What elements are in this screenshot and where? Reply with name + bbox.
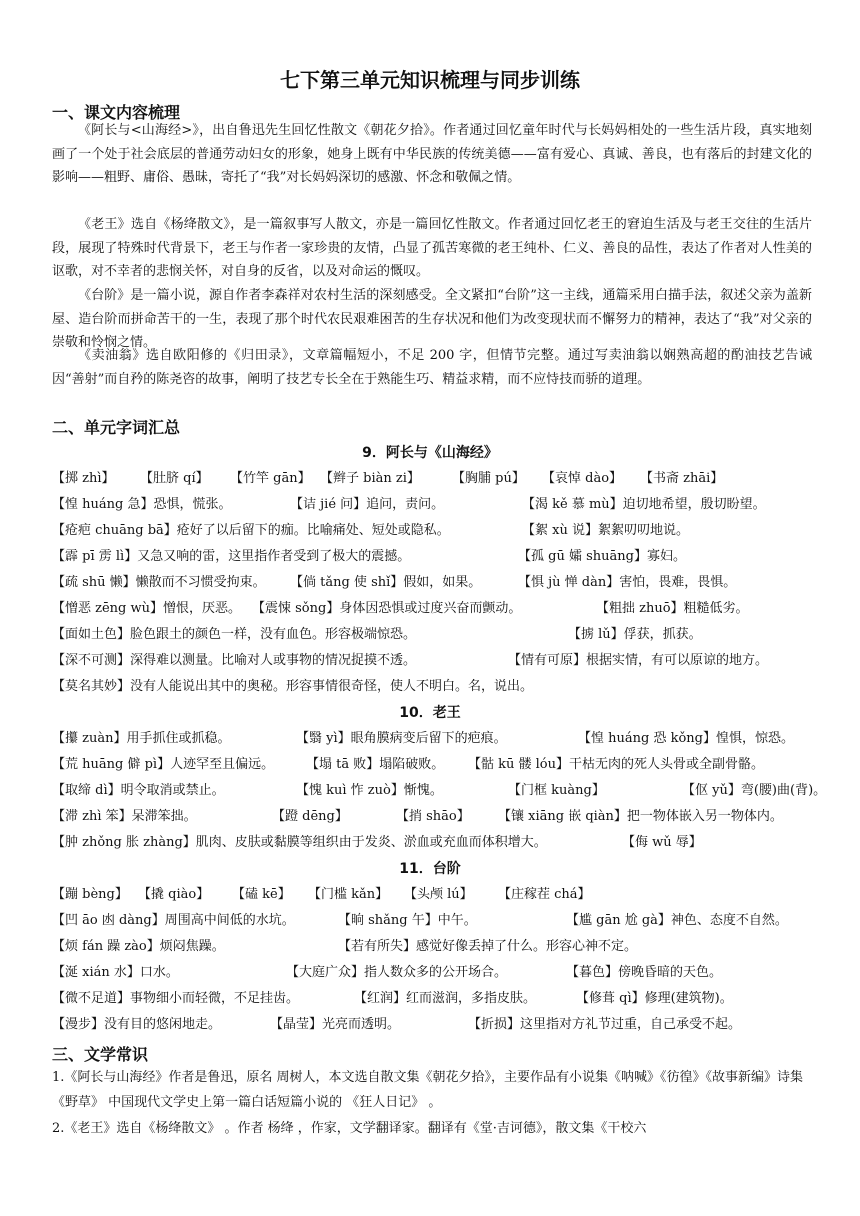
page-title: 七下第三单元知识梳理与同步训练 [280,68,580,92]
vocab-entry: 【诘 jié 问】追问，责问。 [290,497,445,512]
vocab-entry: 【愧 kuì 怍 zuò】惭愧。 [296,783,443,798]
vocab-entry: 【门框 kuàng】 [508,783,605,798]
vocab-entry: 【撬 qiào】 [138,887,210,902]
vocab-entry: 【震悚 sǒng】身体因恐惧或过度兴奋而颤动。 [252,601,522,616]
vocab-entry: 【门槛 kǎn】 [308,887,389,902]
vocab-entry: 【镶 xiāng 嵌 qiàn】把一物体嵌入另一物体内。 [498,809,783,824]
vocab-entry: 【头颅 lú】 [404,887,473,902]
vocab-entry: 【涎 xián 水】口水。 [52,965,179,980]
vocab-row [52,935,822,959]
vocab-entry: 【荒 huāng 僻 pì】人迹罕至且偏远。 [52,757,275,772]
section-heading-vocabulary: 二、单元字词汇总 [52,418,181,437]
vocab-entry: 【折损】这里指对方礼节过重，自己承受不起。 [468,1017,742,1032]
literature-item-1: 1.《阿长与山海经》作者是鲁迅，原名 周树人，本文选自散文集《朝花夕拾》，主要作品有小说集《呐喊》《彷徨》《故事新编》诗集《野草》 中国现代文学史上第一篇白话短篇小说的 《狂人日记》 。 [52,1070,804,1110]
section-heading-content: 一、课文内容梳理 [52,103,181,122]
vocab-entry: 【漫步】没有目的悠闲地走。 [52,1017,222,1032]
vocab-entry: 【磕 kē】 [232,887,291,902]
vocab-entry: 【晌 shǎng 午】中午。 [338,913,477,928]
vocab-row [52,779,827,803]
vocab-entry: 【掷 zhì】 [52,471,115,486]
vocab-entry: 【肿 zhǒng 胀 zhàng】肌肉、皮肤或黏膜等组织由于发炎、淤血或充血而体积增大。 [52,835,547,850]
vocab-row [52,909,822,933]
vocab-entry: 【疮疤 chuāng bā】疮好了以后留下的痂。比喻痛处、短处或隐私。 [52,523,450,538]
vocab-entry: 【攥 zuàn】用手抓住或抓稳。 [52,731,231,746]
vocab-entry: 【肚脐 qí】 [140,471,209,486]
vocab-entry: 【孤 gū 孀 shuāng】寡妇。 [518,549,686,564]
vocab-entry: 【渴 kě 慕 mù】迫切地希望，殷切盼望。 [522,497,766,512]
vocab-row [52,597,822,621]
vocab-entry: 【滞 zhì 笨】呆滞笨拙。 [52,809,197,824]
vocab-entry: 【修葺 qì】修理(建筑物)。 [576,991,733,1006]
literature-item-2: 2.《老王》选自《杨绛散文》 。作者 杨绛 ，作家，文学翻译家。翻译有《堂·吉诃德》，散文集《干校六 [52,1121,647,1136]
vocab-entry: 【粗拙 zhuō】粗糙低劣。 [596,601,749,616]
vocab-entry: 【惧 jù 惮 dàn】害怕，畏难，畏惧。 [518,575,737,590]
paragraph-mai-you-weng: 《卖油翁》选自欧阳修的《归田录》，文章篇幅短小，不足 200 字，但情节完整。通过写卖油翁以娴熟高超的酌油技艺告诫因“善射”而自矜的陈尧咨的故事，阐明了技艺专长全在于熟能生巧、精益求精，而不应恃技而骄的道理。 [52,348,812,387]
vocab-entry: 【塌 tā 败】塌陷破败。 [306,757,445,772]
vocab-row [52,805,822,829]
vocab-entry: 【书斋 zhāi】 [640,471,724,486]
vocab-row [52,675,822,699]
lesson-10-title: 10．老王 [399,705,461,721]
vocab-entry: 【莫名其妙】没有人能说出其中的奥秘。形容事情很奇怪，使人不明白。名，说出。 [52,679,534,694]
vocab-entry: 【惶 huáng 恐 kǒng】惶惧，惊恐。 [578,731,794,746]
vocab-row [52,1013,822,1037]
vocab-entry: 【捎 shāo】 [396,809,470,824]
vocab-entry: 【面如土色】脸色跟土的颜色一样，没有血色。形容极端惊恐。 [52,627,417,642]
vocab-entry: 【蹬 dēng】 [272,809,348,824]
vocab-entry: 【翳 yì】眼角膜病变后留下的疤痕。 [296,731,507,746]
vocab-entry: 【若有所失】感觉好像丢掉了什么。形容心神不定。 [338,939,638,954]
vocab-entry: 【微不足道】事物细小而轻微，不足挂齿。 [52,991,300,1006]
vocab-entry: 【深不可测】深得难以测量。比喻对人或事物的情况捉摸不透。 [52,653,417,668]
vocab-entry: 【疏 shū 懒】懒散而不习惯受拘束。 [52,575,266,590]
vocab-entry: 【掳 lǔ】俘获，抓获。 [568,627,702,642]
vocab-entry: 【红润】红而滋润，多指皮肤。 [354,991,537,1006]
vocab-entry: 【大庭广众】指人数众多的公开场合。 [286,965,508,980]
vocab-entry: 【霹 pī 雳 lì】又急又响的雷，这里指作者受到了极大的震撼。 [52,549,411,564]
vocab-row [52,961,822,985]
paragraph-tai-jie: 《台阶》是一篇小说，源自作者李森祥对农村生活的深刻感受。全文紧扣“台阶”这一主线，通篇采用白描手法，叙述父亲为盖新屋、造台阶而拼命苦干的一生，表现了那个时代农民艰难困苦的生存状况和他们为改变现状而不懈努力的精神，表达了“我”对父亲的崇敬和怜悯之情。 [52,288,812,350]
vocab-entry: 【凹 āo 凼 dàng】周围高中间低的水坑。 [52,913,295,928]
vocab-entry: 【倘 tǎng 使 shǐ】假如，如果。 [290,575,482,590]
lesson-11-title: 11．台阶 [399,861,461,877]
vocab-row [52,883,822,907]
vocab-row [52,571,822,595]
lesson-9-title: 9．阿长与《山海经》 [362,445,498,461]
vocab-entry: 【晶莹】光亮而透明。 [270,1017,401,1032]
vocab-row [52,987,822,1011]
vocab-row [52,519,822,543]
vocab-entry: 【情有可原】根据实情，有可以原谅的地方。 [508,653,769,668]
vocab-entry: 【辫子 biàn zi】 [320,471,420,486]
vocab-row [52,831,822,855]
vocab-entry: 【取缔 dì】明令取消或禁止。 [52,783,225,798]
vocab-entry: 【竹竿 gān】 [230,471,311,486]
vocab-entry: 【惶 huáng 急】恐惧，慌张。 [52,497,232,512]
vocab-row [52,545,822,569]
vocab-row [52,649,822,673]
vocab-entry: 【暮色】傍晚昏暗的天色。 [566,965,723,980]
vocab-entry: 【憎恶 zēng wù】憎恨，厌恶。 [52,601,242,616]
vocab-entry: 【骷 kū 髅 lóu】干枯无肉的死人头骨或全副骨骼。 [468,757,765,772]
section-heading-literature: 三、文学常识 [52,1045,149,1064]
vocab-entry: 【胸脯 pú】 [452,471,525,486]
vocab-row [52,753,822,777]
vocab-row [52,493,822,517]
vocab-entry: 【絮 xù 说】絮絮叨叨地说。 [522,523,689,538]
vocab-entry: 【烦 fán 躁 zào】烦闷焦躁。 [52,939,225,954]
vocab-entry: 【哀悼 dào】 [542,471,623,486]
paragraph-ah-chang: 《阿长与<山海经>》，出自鲁迅先生回忆性散文《朝花夕拾》。作者通过回忆童年时代与长妈妈相处的一些生活片段，真实地刻画了一个处于社会底层的普通劳动妇女的形象，她身上既有中华民族的传统美德——富有爱心、真诚、善良，也有落后的封建文化的影响——粗野、庸俗、愚昧，寄托了“我”对长妈妈深切的感激、怀念和敬佩之情。 [52,123,812,185]
vocab-entry: 【蹦 bèng】 [52,887,128,902]
vocab-entry: 【伛 yǔ】弯(腰)曲(背)。 [682,783,827,798]
paragraph-lao-wang: 《老王》选自《杨绛散文》，是一篇叙事写人散文，亦是一篇回忆性散文。作者通过回忆老王的窘迫生活及与老王交往的生活片段，展现了特殊时代背景下，老王与作者一家珍贵的友情，凸显了孤苦寒微的老王纯朴、仁义、善良的品性，表达了作者对人性美的讴歌，对不幸者的悲悯关怀，对自身的反省，以及对命运的慨叹。 [52,217,812,279]
vocab-entry: 【庄稼茬 chá】 [498,887,591,902]
vocab-entry: 【侮 wǔ 辱】 [622,835,702,850]
vocab-row [52,623,822,647]
vocab-row [52,727,822,751]
vocab-entry: 【尴 gān 尬 gà】神色、态度不自然。 [566,913,788,928]
vocab-row [52,467,822,491]
